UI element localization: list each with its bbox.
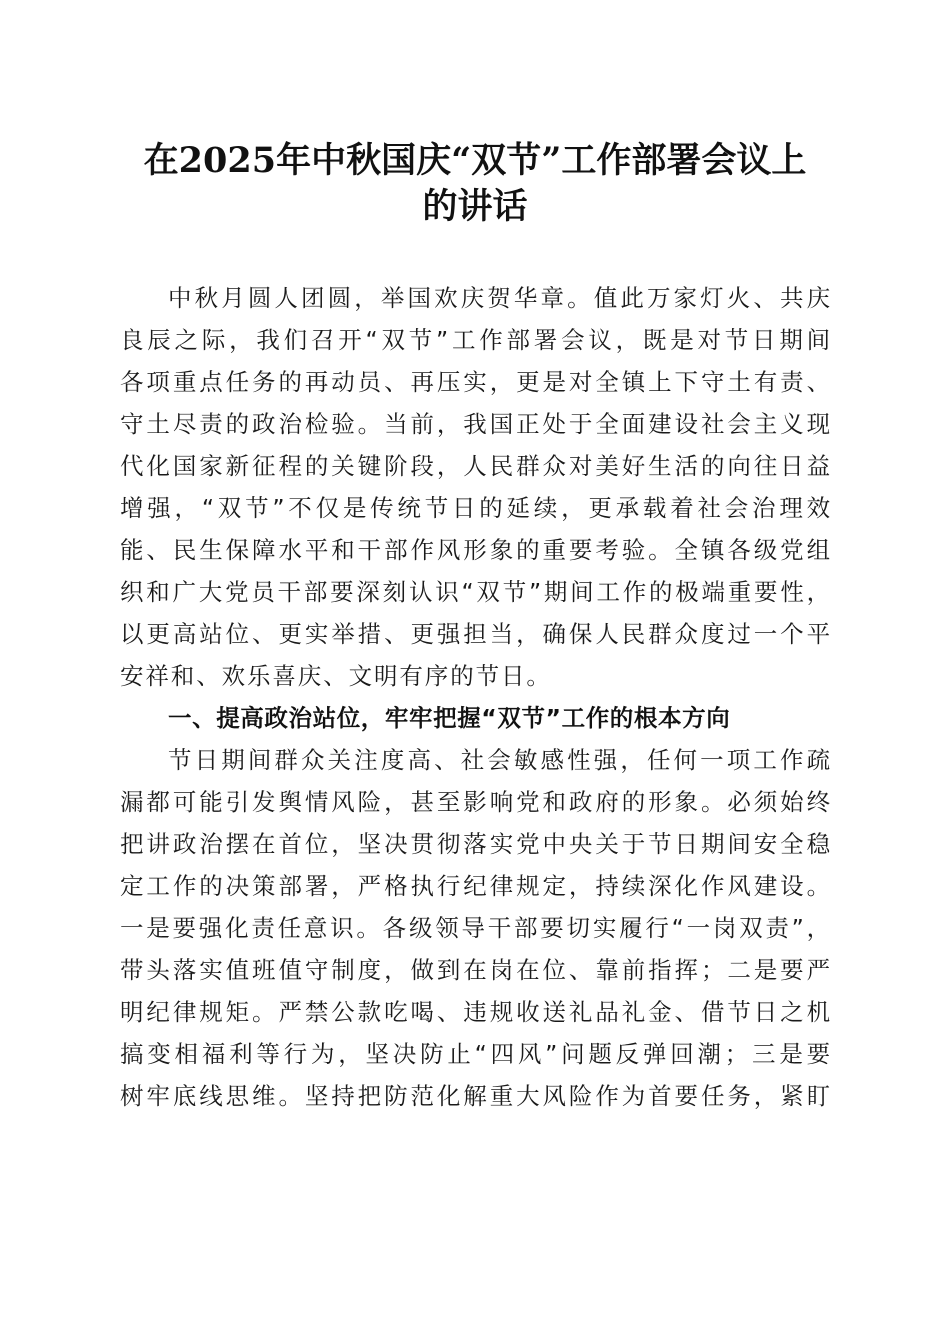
text-line: 以更高站位、更实举措、更强担当，确保人民群众度过一个平 [120, 620, 832, 648]
text-line: 明纪律规矩。严禁公款吃喝、违规收送礼品礼金、借节日之机 [120, 998, 832, 1026]
section-heading-1: 一、提高政治站位，牢牢把握“双节”工作的根本方向 [168, 704, 731, 732]
text-line: 中秋月圆人团圆，举国欢庆贺华章。值此万家灯火、共庆 [168, 284, 832, 312]
text-line: 节日期间群众关注度高、社会敏感性强，任何一项工作疏 [168, 746, 832, 774]
text-line: 守土尽责的政治检验。当前，我国正处于全面建设社会主义现 [120, 410, 832, 438]
text-line: 带头落实值班值守制度，做到在岗在位、靠前指挥；二是要严 [120, 956, 832, 984]
text-line: 各项重点任务的再动员、再压实，更是对全镇上下守土有责、 [120, 368, 832, 396]
text-line: 漏都可能引发舆情风险，甚至影响党和政府的形象。必须始终 [120, 788, 832, 816]
text-line: 安祥和、欢乐喜庆、文明有序的节日。 [120, 662, 552, 690]
text-line: 代化国家新征程的关键阶段，人民群众对美好生活的向往日益 [120, 452, 832, 480]
document-title-line-1: 在2025年中秋国庆“双节”工作部署会议上 [143, 140, 807, 181]
text-line: 搞变相福利等行为，坚决防止“四风”问题反弹回潮；三是要 [120, 1040, 832, 1068]
text-line: 增强，“双节”不仅是传统节日的延续，更承载着社会治理效 [120, 494, 832, 522]
text-line: 能、民生保障水平和干部作风形象的重要考验。全镇各级党组 [120, 536, 832, 564]
text-line: 定工作的决策部署，严格执行纪律规定，持续深化作风建设。 [120, 872, 832, 900]
text-line: 树牢底线思维。坚持把防范化解重大风险作为首要任务，紧盯 [120, 1082, 832, 1110]
text-line: 一是要强化责任意识。各级领导干部要切实履行“一岗双责”， [120, 914, 832, 942]
text-line: 良辰之际，我们召开“双节”工作部署会议，既是对节日期间 [120, 326, 832, 354]
text-line: 织和广大党员干部要深刻认识“双节”期间工作的极端重要性， [120, 578, 832, 606]
document-title-line-2: 的讲话 [422, 186, 528, 227]
text-line: 把讲政治摆在首位，坚决贯彻落实党中央关于节日期间安全稳 [120, 830, 832, 858]
